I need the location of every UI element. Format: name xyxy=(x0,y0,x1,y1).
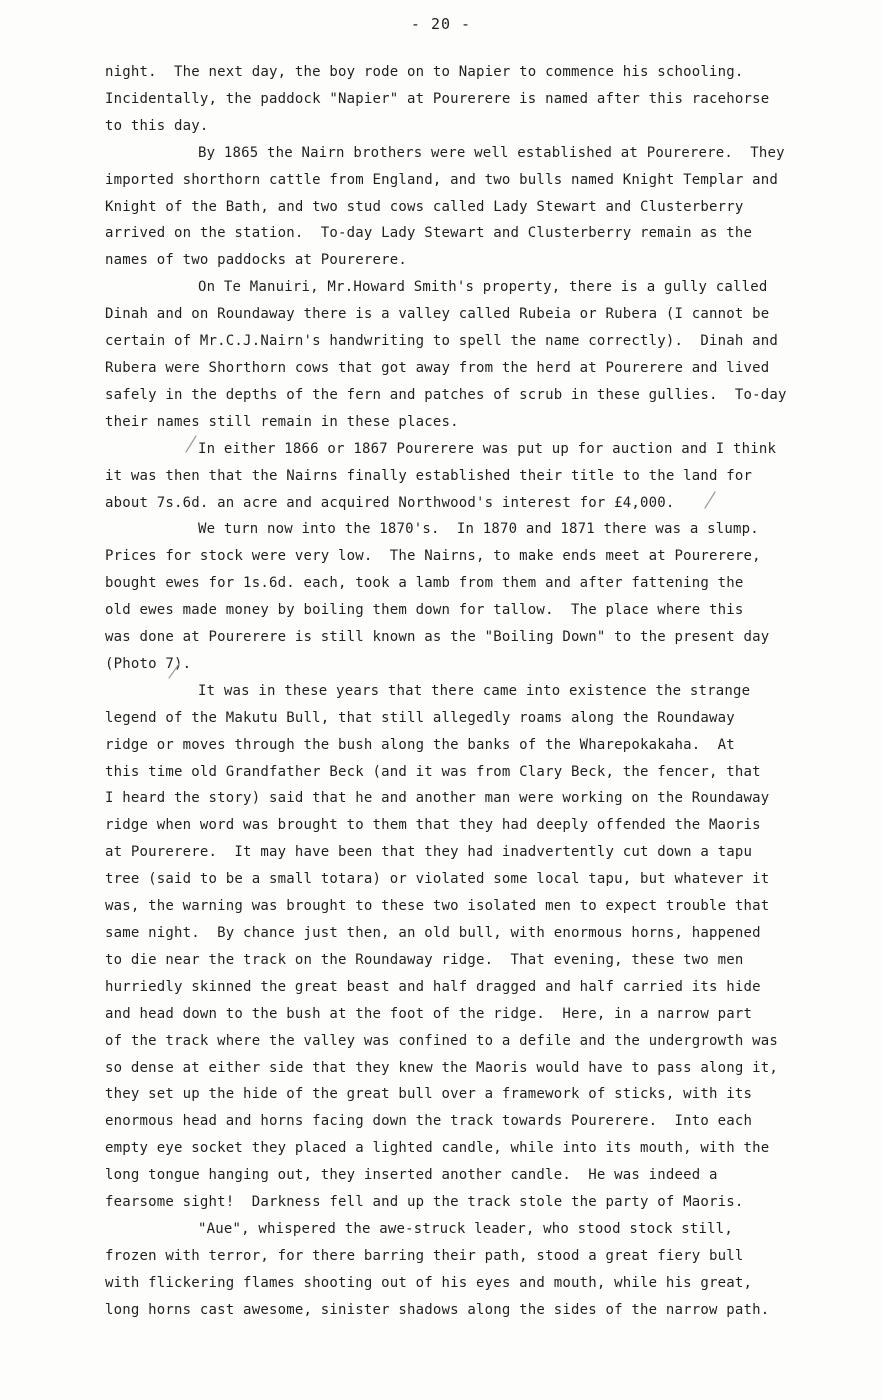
paragraph-start-line: By 1865 the Nairn brothers were well established at Pourerere. They xyxy=(198,144,785,161)
text-line: long tongue hanging out, they inserted another candle. He was indeed a xyxy=(105,1167,718,1184)
text-line: about 7s.6d. an acre and acquired Northwood's interest for £4,000. xyxy=(105,494,675,511)
text-line: imported shorthorn cattle from England, and two bulls named Knight Templar and xyxy=(105,171,779,188)
text-line: empty eye socket they placed a lighted candle, while into its mouth, with the xyxy=(105,1140,770,1157)
text-line: certain of Mr.C.J.Nairn's handwriting to spell the name correctly). Dinah and xyxy=(105,333,779,350)
text-line: Rubera were Shorthorn cows that got away from the herd at Pourerere and lived xyxy=(105,359,770,376)
text-line: this time old Grandfather Beck (and it was from Clary Beck, the fencer, that xyxy=(105,763,761,780)
text-line: fearsome sight! Darkness fell and up the track stole the party of Maoris. xyxy=(105,1194,744,1211)
paragraph-start-line: On Te Manuiri, Mr.Howard Smith's property, there is a gully called xyxy=(198,279,768,296)
paragraph-start-line: It was in these years that there came into existence the strange xyxy=(198,682,751,699)
text-line: Prices for stock were very low. The Nairns, to make ends meet at Pourerere, xyxy=(105,548,761,565)
text-line: hurriedly skinned the great beast and half dragged and half carried its hide xyxy=(105,978,761,995)
text-line: Knight of the Bath, and two stud cows called Lady Stewart and Clusterberry xyxy=(105,198,744,215)
text-line: legend of the Makutu Bull, that still allegedly roams along the Roundaway xyxy=(105,709,735,726)
text-line: and head down to the bush at the foot of the ridge. Here, in a narrow part xyxy=(105,1005,753,1022)
text-line: night. The next day, the boy rode on to Napier to commence his schooling. xyxy=(105,64,744,80)
page-number: - 20 - xyxy=(410,15,472,33)
text-line: bought ewes for 1s.6d. each, took a lamb from them and after fattening the xyxy=(105,575,744,592)
text-line: their names still remain in these places. xyxy=(105,413,459,430)
text-line: I heard the story) said that he and another man were working on the Roundaway xyxy=(105,790,770,807)
text-line: with flickering flames shooting out of his eyes and mouth, while his great, xyxy=(105,1274,753,1291)
text-line: same night. By chance just then, an old bull, with enormous horns, happened xyxy=(105,925,761,941)
text-line: Incidentally, the paddock "Napier" at Pourerere is named after this racehorse xyxy=(105,90,770,107)
text-line: ridge when word was brought to them that they had deeply offended the Maoris xyxy=(105,817,761,834)
text-line: tree (said to be a small totara) or violated some local tapu, but whatever it xyxy=(105,871,770,888)
text-line: was, the warning was brought to these two isolated men to expect trouble that xyxy=(105,898,770,915)
text-line: Dinah and on Roundaway there is a valley called Rubeia or Rubera (I cannot be xyxy=(105,306,770,323)
body-text xyxy=(105,59,835,1324)
text-line: arrived on the station. To-day Lady Stewart and Clusterberry remain as the xyxy=(105,225,753,242)
text-line: at Pourerere. It may have been that they had inadvertently cut down a tapu xyxy=(105,844,753,861)
paragraph-start-line: We turn now into the 1870's. In 1870 and 1871 there was a slump. xyxy=(198,521,759,538)
text-line: they set up the hide of the great bull over a framework of sticks, with its xyxy=(105,1086,753,1103)
text-line: to this day. xyxy=(105,117,209,134)
text-line: it was then that the Nairns finally established their title to the land for xyxy=(105,467,753,484)
text-line: names of two paddocks at Pourerere. xyxy=(105,252,408,269)
text-line: to die near the track on the Roundaway ridge. That evening, these two men xyxy=(105,951,744,968)
text-line: old ewes made money by boiling them down for tallow. The place where this xyxy=(105,602,744,619)
paragraph-start-line: In either 1866 or 1867 Pourerere was put up for auction and I think xyxy=(198,440,777,457)
text-line: long horns cast awesome, sinister shadows along the sides of the narrow path. xyxy=(105,1301,770,1318)
text-line: safely in the depths of the fern and patches of scrub in these gullies. To-day xyxy=(105,386,787,403)
text-line: of the track where the valley was confined to a defile and the undergrowth was xyxy=(105,1032,779,1049)
text-line: so dense at either side that they knew the Maoris would have to pass along it, xyxy=(105,1059,779,1076)
text-line: ridge or moves through the bush along the banks of the Wharepokakaha. At xyxy=(105,736,735,753)
paragraph-start-line: "Aue", whispered the awe-struck leader, who stood stock still, xyxy=(198,1220,733,1237)
text-line: (Photo 7). xyxy=(105,655,192,672)
text-line: enormous head and horns facing down the track towards Pourerere. Into each xyxy=(105,1113,753,1130)
pencil-tick-icon xyxy=(167,660,181,682)
pencil-tick-icon xyxy=(703,490,717,512)
pencil-tick-icon xyxy=(184,434,198,456)
text-line: was done at Pourerere is still known as the "Boiling Down" to the present day xyxy=(105,629,770,646)
text-line: frozen with terror, for there barring their path, stood a great fiery bull xyxy=(105,1247,744,1264)
